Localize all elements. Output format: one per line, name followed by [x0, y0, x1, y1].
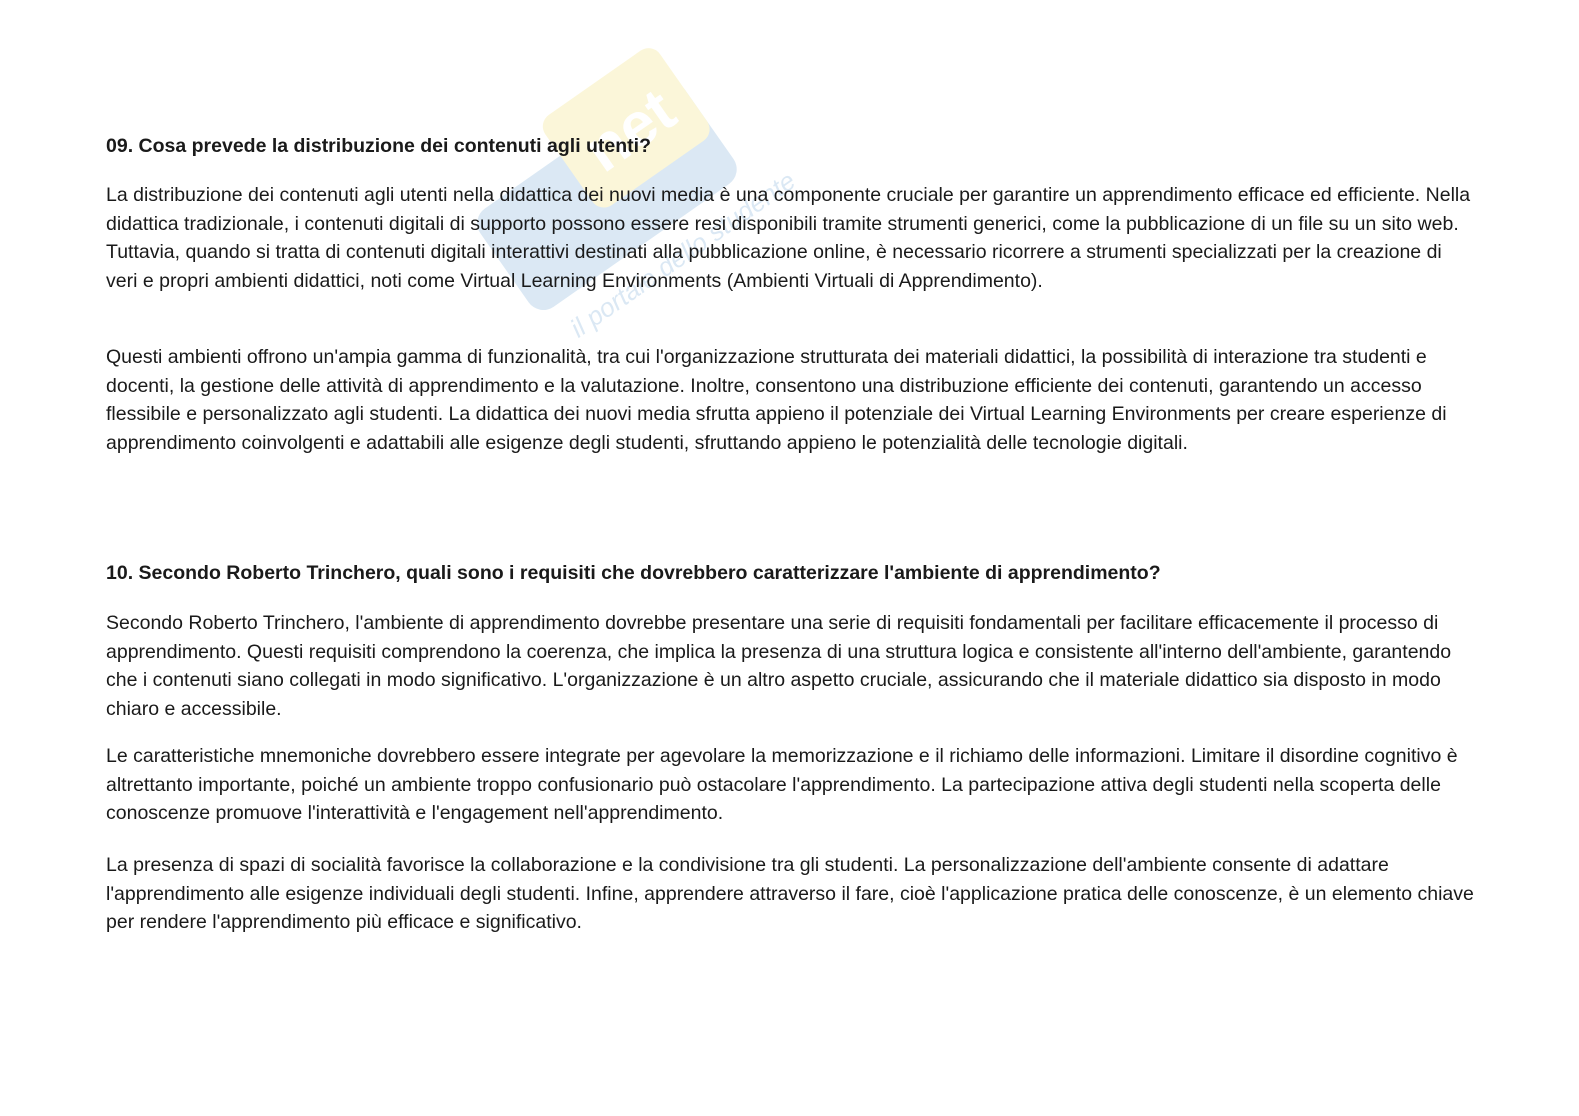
answer-10-paragraph-1: Secondo Roberto Trinchero, l'ambiente di apprendimento dovrebbe presentare una serie di requisiti fondamentali per facilitare efficacemente il processo di apprendimento. Questi requisiti comprendono la coerenza, che implica la presenza di una struttura logica e consistente all'interno dell'ambiente, garantendo che i contenuti siano collegati in modo significativo. L'organizzazione è un altro aspetto cruciale, assicurando che il materiale didattico sia disposto in modo chiaro e accessibile. [106, 612, 1452, 720]
answer-10-paragraph-3: La presenza di spazi di socialità favorisce la collaborazione e la condivisione tra gli studenti. La personalizzazione dell'ambiente consente di adattare l'apprendimento alle esigenze individuali degli studenti. Infine, apprendere attraverso il fare, cioè l'applicazione pratica delle conoscenze, è un elemento chiave per rendere l'apprendimento più efficace e significativo. [106, 854, 1474, 933]
answer-09-paragraph-1: La distribuzione dei contenuti agli utenti nella didattica dei nuovi media è una componente cruciale per garantire un apprendimento efficace ed efficiente. Nella didattica tradizionale, i contenuti digitali di supporto possono essere resi disponibili tramite strumenti generici, come la pubblicazione di un file su un sito web. Tuttavia, quando si tratta di contenuti digitali interattivi destinati alla pubblicazione online, è necessario ricorrere a strumenti specializzati per la creazione di veri e propri ambienti didattici, noti come Virtual Learning Environments (Ambienti Virtuali di Apprendimento). [106, 184, 1471, 292]
answer-10-paragraph-2: Le caratteristiche mnemoniche dovrebbero essere integrate per agevolare la memorizzazione e il richiamo delle informazioni. Limitare il disordine cognitivo è altrettanto importante, poiché un ambiente troppo confusionario può ostacolare l'apprendimento. La partecipazione attiva degli studenti nella scoperta delle conoscenze promuove l'interattività e l'engagement nell'apprendimento. [106, 745, 1458, 824]
question-10-heading: 10. Secondo Roberto Trinchero, quali sono i requisiti che dovrebbero caratterizzare l'ambiente di apprendimento? [106, 562, 1161, 584]
watermark-sub-text: il portale dello studente [564, 165, 801, 344]
answer-09-paragraph-2: Questi ambienti offrono un'ampia gamma di funzionalità, tra cui l'organizzazione strutturata dei materiali didattici, la possibilità di interazione tra studenti e docenti, la gestione delle attività di apprendimento e la valutazione. Inoltre, consentono una distribuzione efficiente dei contenuti, garantendo un accesso flessibile e personalizzato agli studenti. La didattica dei nuovi media sfrutta appieno il potenziale dei Virtual Learning Environments per creare esperienze di apprendimento coinvolgenti e adattabili alle esigenze degli studenti, sfruttando appieno le potenzialità delle tecnologie digitali. [106, 346, 1447, 454]
watermark-brand-text: net [572, 75, 688, 186]
question-09-heading: 09. Cosa prevede la distribuzione dei contenuti agli utenti? [106, 135, 652, 157]
